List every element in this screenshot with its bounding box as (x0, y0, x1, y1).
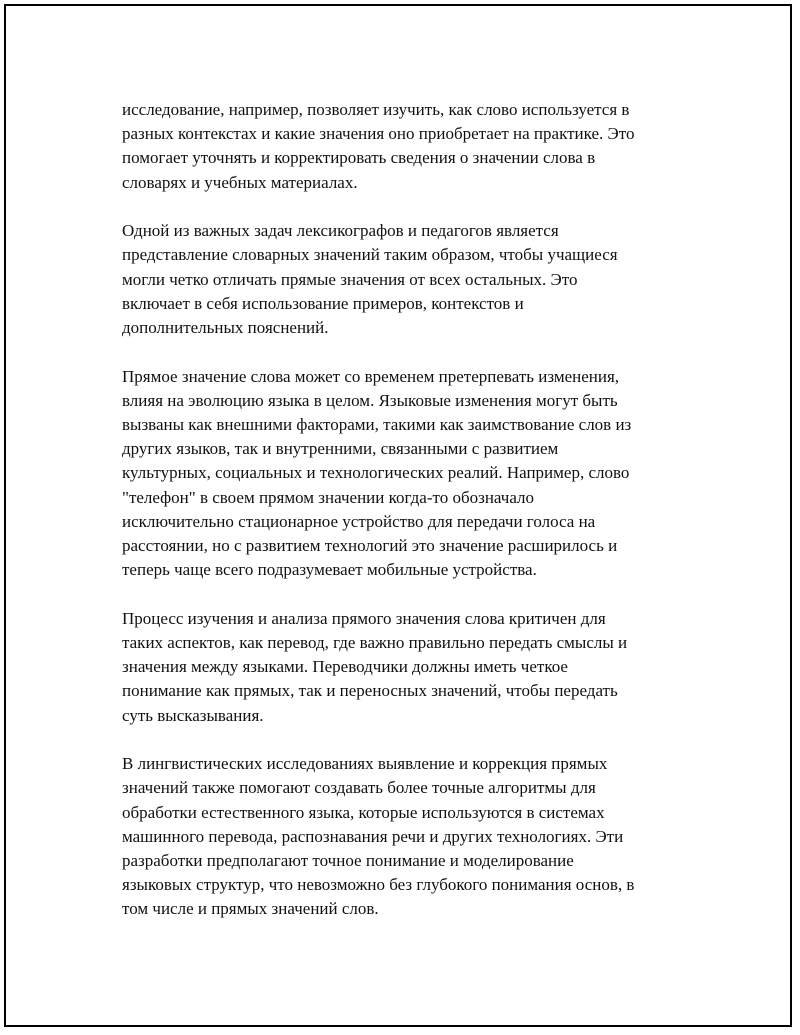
paragraph-4: Процесс изучения и анализа прямого значения слова критичен для таких аспектов, как перевод, где важно правильно передать смыслы и значения между языками. Переводчики должны иметь четкое понимание как прямых, так и переносных значений, чтобы передать суть высказывания. (122, 608, 628, 725)
paragraph-2: Одной из важных задач лексикографов и педагогов является представление словарных значений таким образом, чтобы учащиеся могли четко отличать прямые значения от всех остальных. Это включает в себя использование примеров, контекстов и дополнительных пояснений. (122, 221, 618, 338)
paragraph-1: исследование, например, позволяет изучить, как слово используется в разных контекстах и какие значения оно приобретает на практике. Это помогает уточнять и корректировать сведения о значении слова в словарях и учебных материалах. (122, 100, 635, 192)
page-body (122, 98, 694, 922)
paragraph-3: Прямое значение слова может со временем претерпевать изменения, влияя на эволюцию языка в целом. Языковые изменения могут быть вызваны как внешними факторами, такими как заимствование слов из других языков, так и внутренними, связанными с развитием культурных, социальных и технологических реалий. Например, слово "телефон" в своем прямом значении когда-то обозначало исключительно стационарное устройство для передачи голоса на расстоянии, но с развитием технологий это значение расширилось и теперь чаще всего подразумевает мобильные устройства. (122, 366, 632, 580)
page-frame (4, 4, 792, 1027)
paragraph-5: В лингвистических исследованиях выявление и коррекция прямых значений также помогают создавать более точные алгоритмы для обработки естественного языка, которые используются в системах машинного перевода, распознавания речи и других технологиях. Эти разработки предполагают точное понимание и моделирование языковых структур, что невозможно без глубокого понимания основ, в том числе и прямых значений слов. (122, 754, 635, 919)
